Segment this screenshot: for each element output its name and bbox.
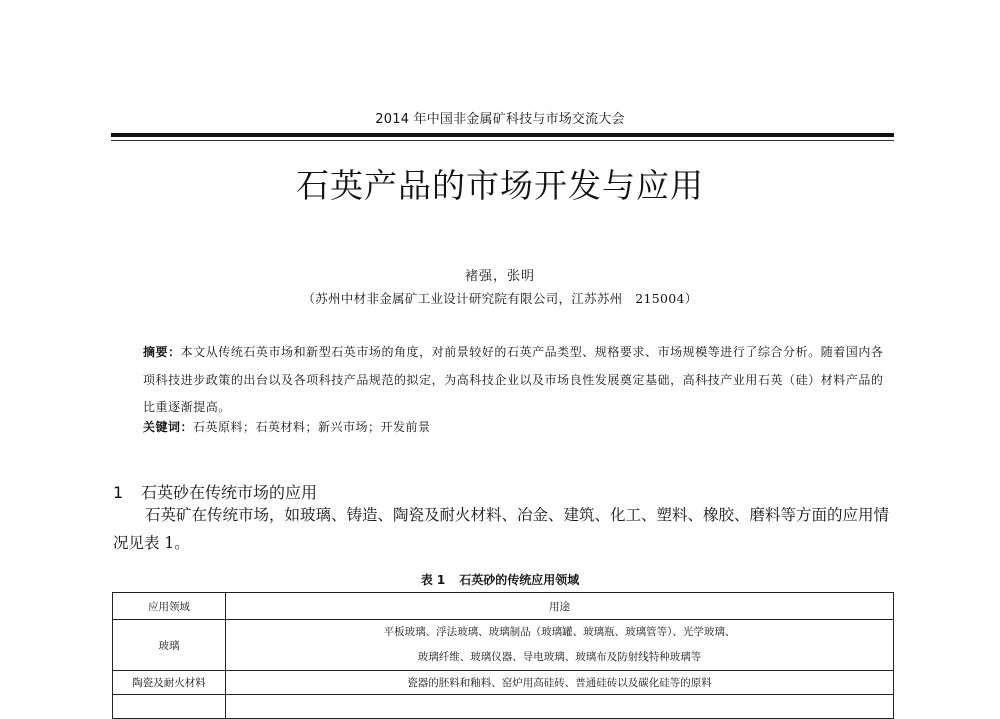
section-heading [113, 480, 317, 503]
authors: 褚强，张明 [464, 269, 535, 284]
running-header: 2014 年中国非金属矿科技与市场交流大会 [375, 112, 625, 127]
paper-title: 石英产品的市场开发与应用 [296, 166, 704, 205]
table-header-field: 应用领域 [113, 593, 226, 620]
table-cell-uses [226, 620, 894, 671]
table-caption [0, 571, 1000, 588]
abstract [143, 339, 895, 422]
table-cell-field: 陶瓷及耐火材料 [113, 671, 226, 695]
header-rule-thick [111, 133, 894, 137]
abstract-label: 摘要： [143, 345, 181, 359]
section-number: 1 [113, 483, 124, 502]
table-cell-field: 玻璃 [113, 620, 226, 671]
table-cell-line: 平板玻璃、浮法玻璃、玻璃制品（玻璃罐、玻璃瓶、玻璃管等）、光学玻璃、 [383, 626, 736, 638]
table-cell-empty [113, 695, 226, 719]
table-cell-line: 玻璃纤维、玻璃仪器、导电玻璃、玻璃布及防射线特种玻璃等 [417, 651, 702, 663]
section-title: 石英砂在传统市场的应用 [141, 483, 318, 502]
keywords [143, 418, 895, 435]
affiliation: （苏州中材非金属矿工业设计研究院有限公司，江苏苏州 215004） [302, 291, 698, 306]
body-paragraph: 石英矿在传统市场，如玻璃、铸造、陶瓷及耐火材料、冶金、建筑、化工、塑料、橡胶、磨料等方面的应用情况见表 1。 [113, 506, 890, 552]
keywords-label: 关键词： [143, 420, 194, 434]
header-rule-thin [111, 140, 894, 141]
table-number: 表 1 [420, 573, 446, 587]
table-cell-empty [226, 695, 894, 719]
table-header-uses: 用途 [226, 593, 894, 620]
abstract-text: 本文从传统石英市场和新型石英市场的角度，对前景较好的石英产品类型、规格要求、市场规模等进行了综合分析。随着国内各项科技进步政策的出台以及各项科技产品规范的拟定，为高科技企业以及市场良性发展奠定基础，高科技产业用石英（硅）材料产品的比重逐渐提高。 [143, 345, 884, 414]
table-row [113, 620, 894, 671]
table-row [113, 671, 894, 695]
applications-table [112, 592, 894, 719]
keywords-text: 石英原料；石英材料；新兴市场；开发前景 [193, 420, 431, 434]
table-row-partial [113, 695, 894, 719]
table-caption-text: 石英砂的传统应用领域 [459, 573, 580, 587]
table-header-row [113, 593, 894, 620]
table-cell-uses: 瓷器的胚料和釉料、窑炉用高硅砖、普通硅砖以及碳化硅等的原料 [226, 671, 894, 695]
